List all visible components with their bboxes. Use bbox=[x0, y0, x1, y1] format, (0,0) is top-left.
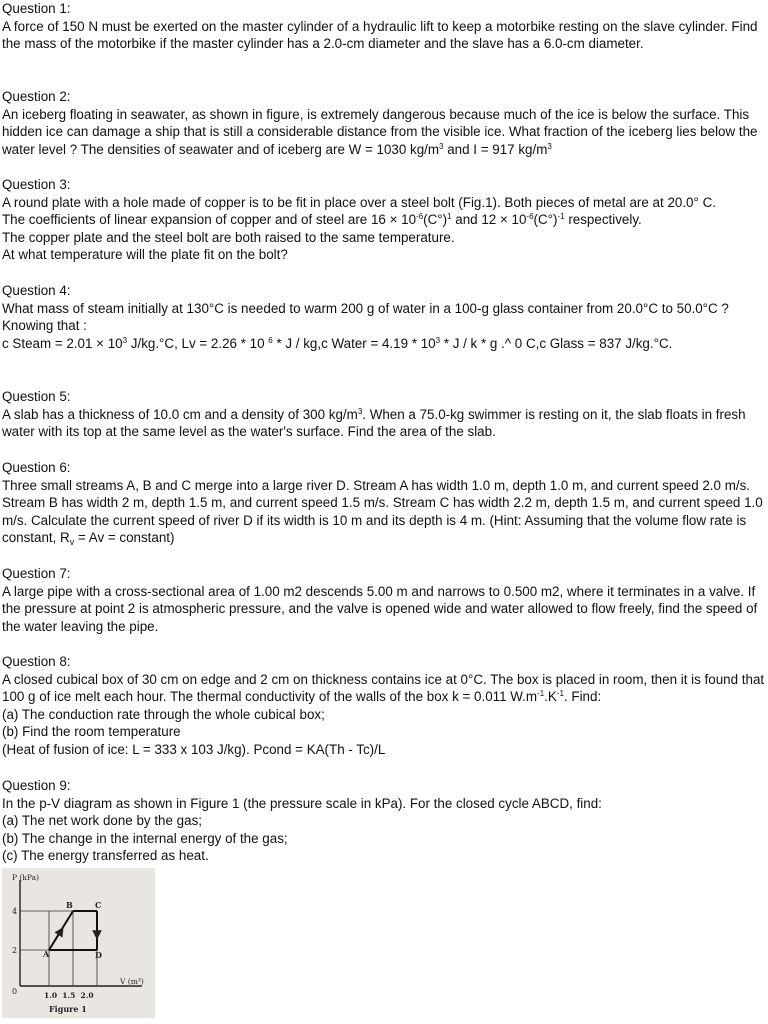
question-1 bbox=[2, 0, 766, 53]
q4-c4: * J / k * g .^ 0 C,c Glass = 837 J/kg.°C. bbox=[440, 335, 673, 351]
q3-line2-b: and 12 × 10 bbox=[451, 212, 527, 228]
point-b-label: B bbox=[66, 900, 73, 910]
question-9-heading: Question 9: bbox=[2, 778, 71, 793]
question-8-text bbox=[2, 671, 766, 706]
question-6-heading: Question 6: bbox=[2, 460, 71, 475]
question-2-heading: Question 2: bbox=[2, 89, 71, 104]
cycle-path-ab bbox=[49, 911, 73, 950]
question-4 bbox=[2, 282, 766, 352]
question-7-heading: Question 7: bbox=[2, 566, 71, 581]
question-3-line-4: At what temperature will the plate fit on the bolt? bbox=[2, 247, 288, 263]
question-6 bbox=[2, 459, 766, 547]
question-2 bbox=[2, 88, 766, 158]
question-3-line-2 bbox=[2, 211, 766, 229]
q2-text-b: and I = 917 kg/m bbox=[443, 141, 548, 157]
point-c-label: C bbox=[95, 900, 102, 910]
q8-text-c: . Find: bbox=[563, 689, 602, 705]
pv-diagram-figure bbox=[2, 868, 155, 1018]
question-4-constants bbox=[2, 335, 766, 353]
question-3-line-1: A round plate with a hole made of copper is to be fit in place over a steel bolt (Fig.1). Both pieces of metal are at 20.0° C. bbox=[2, 194, 716, 210]
q8-text-a: A closed cubical box of 30 cm on edge and 2 cm on thickness contains ice at 0°C. The box is placed in room, then it is found that 100 g of ice melt each hour. The thermal conductivity of the walls of the box k = 0.011 W.m bbox=[2, 671, 765, 705]
point-d-label: D bbox=[95, 950, 102, 960]
q4-c1: c Steam = 2.01 × 10 bbox=[2, 335, 123, 351]
question-9-part-a: (a) The net work done by the gas; bbox=[2, 813, 202, 829]
q5-sup: 3 bbox=[357, 406, 363, 416]
question-5-heading: Question 5: bbox=[2, 389, 71, 404]
q3-sup-exp-2: -6 bbox=[526, 212, 534, 222]
question-8-part-c: (Heat of fusion of ice: L = 333 x 103 J/kg). Pcond = KA(Th - Tc)/L bbox=[2, 741, 386, 757]
x-tick-labels: 1.0 1.5 2.0 bbox=[44, 991, 94, 1000]
origin-label: 0 bbox=[12, 987, 18, 996]
q3-unit-2: (C°) bbox=[533, 212, 558, 228]
x-axis-label: V (m³) bbox=[120, 977, 144, 986]
q2-text-a: An iceberg floating in seawater, as shown in figure, is extremely dangerous because much of the ice is below the surface. This hidden ice can damage a ship that is still a considerable distance from the visible ice. What fraction of the iceberg lies below the water level ? The densities of seawater and of iceberg are W = 1030 kg/m bbox=[2, 106, 758, 157]
q3-line2-a: The coefficients of linear expansion of copper and of steel are 16 × 10 bbox=[2, 212, 417, 228]
q3-line2-c: respectively. bbox=[564, 212, 642, 228]
q8-sup-k: -1 bbox=[556, 689, 564, 699]
question-9-part-b: (b) The change in the internal energy of the gas; bbox=[2, 830, 288, 846]
question-2-text bbox=[2, 106, 766, 159]
question-6-text bbox=[2, 477, 766, 547]
question-3 bbox=[2, 176, 766, 264]
q8-sup-m: -1 bbox=[537, 689, 545, 699]
q2-sup-w: 3 bbox=[439, 141, 444, 151]
q4-sup-6: 6 bbox=[268, 335, 273, 345]
question-8-part-a: (a) The conduction rate through the whole cubical box; bbox=[2, 706, 325, 722]
question-8-part-b: (b) Find the room temperature bbox=[2, 724, 181, 740]
q4-c2: J/kg.°C, Lv = 2.26 * 10 bbox=[127, 335, 269, 351]
question-5-text bbox=[2, 406, 766, 441]
q3-sup-neg-one: -1 bbox=[557, 212, 565, 222]
q4-sup-3b: 3 bbox=[435, 335, 441, 345]
q6-text-a: Three small streams A, B and C merge into a large river D. Stream A has width 1.0 m, depth 1.0 m, and current speed 2.0 m/s. Stream B has width 2 m, depth 1.5 m, and current speed 1.5 m/s. Stream C has width 2.2 m, depth 1.5 m, and current speed 1.0 m/s. Calculate the current speed of river D if its width is 10 m and its depth is 4 m. (Hint: Assuming that the volume flow rate is constant, R bbox=[2, 477, 763, 546]
pv-diagram-svg bbox=[2, 868, 155, 1018]
question-7-text: A large pipe with a cross-sectional area of 1.00 m2 descends 5.00 m and narrows to 0.500 m2, where it terminates in a valve. If the pressure at point 2 is atmospheric pressure, and the valve is opened wide and water allowed to flow freely, find the speed of the water leaving the pipe. bbox=[2, 583, 758, 634]
q3-sup-exp-1: -6 bbox=[416, 212, 424, 222]
q4-c3: * J / kg,c Water = 4.19 * 10 bbox=[272, 335, 436, 351]
question-3-line-3: The copper plate and the steel bolt are both raised to the same temperature. bbox=[2, 229, 455, 245]
figure-caption: Figure 1 bbox=[49, 1004, 87, 1014]
q6-text-b: = Av = constant) bbox=[74, 530, 175, 546]
question-3-heading: Question 3: bbox=[2, 177, 71, 192]
q5-text-b: . When a 75.0-kg swimmer is resting on it, the slab floats in fresh water with its top at the same level as the water's surface. Find the area of the slab. bbox=[2, 406, 746, 440]
point-a-label: A bbox=[43, 949, 50, 959]
question-4-heading: Question 4: bbox=[2, 283, 71, 298]
question-9 bbox=[2, 777, 766, 865]
q3-unit-1: (C°) bbox=[423, 212, 448, 228]
q5-text-a: A slab has a thickness of 10.0 cm and a density of 300 kg/m bbox=[2, 406, 358, 422]
y-axis-label: P (kPa) bbox=[12, 873, 40, 882]
question-7 bbox=[2, 565, 766, 635]
question-8-heading: Question 8: bbox=[2, 654, 71, 669]
question-4-knowing: Knowing that : bbox=[2, 318, 87, 334]
question-1-text: A force of 150 N must be exerted on the master cylinder of a hydraulic lift to keep a motorbike resting on the slave cylinder. Find the mass of the motorbike if the master cylinder has a 2.0-cm diameter and the slave has a 6.0-cm diameter. bbox=[2, 18, 758, 52]
question-5 bbox=[2, 388, 766, 441]
arrow-ab bbox=[54, 931, 61, 942]
question-8 bbox=[2, 653, 766, 759]
question-9-part-c: (c) The energy transferred as heat. bbox=[2, 848, 209, 864]
q3-sup-one: 1 bbox=[447, 212, 452, 222]
question-1-heading: Question 1: bbox=[2, 1, 71, 16]
q4-sup-3a: 3 bbox=[122, 335, 128, 345]
question-4-text: What mass of steam initially at 130°C is needed to warm 200 g of water in a 100-g glass container from 20.0°C to 50.0°C ? bbox=[2, 300, 729, 316]
q2-sup-i: 3 bbox=[547, 141, 552, 151]
q8-text-b: .K bbox=[544, 689, 557, 705]
y-tick-2: 2 bbox=[12, 946, 18, 955]
question-9-text: In the p-V diagram as shown in Figure 1 (the pressure scale in kPa). For the closed cycle ABCD, find: bbox=[2, 795, 602, 811]
y-tick-4: 4 bbox=[12, 907, 18, 916]
q6-sub: v bbox=[69, 537, 75, 548]
